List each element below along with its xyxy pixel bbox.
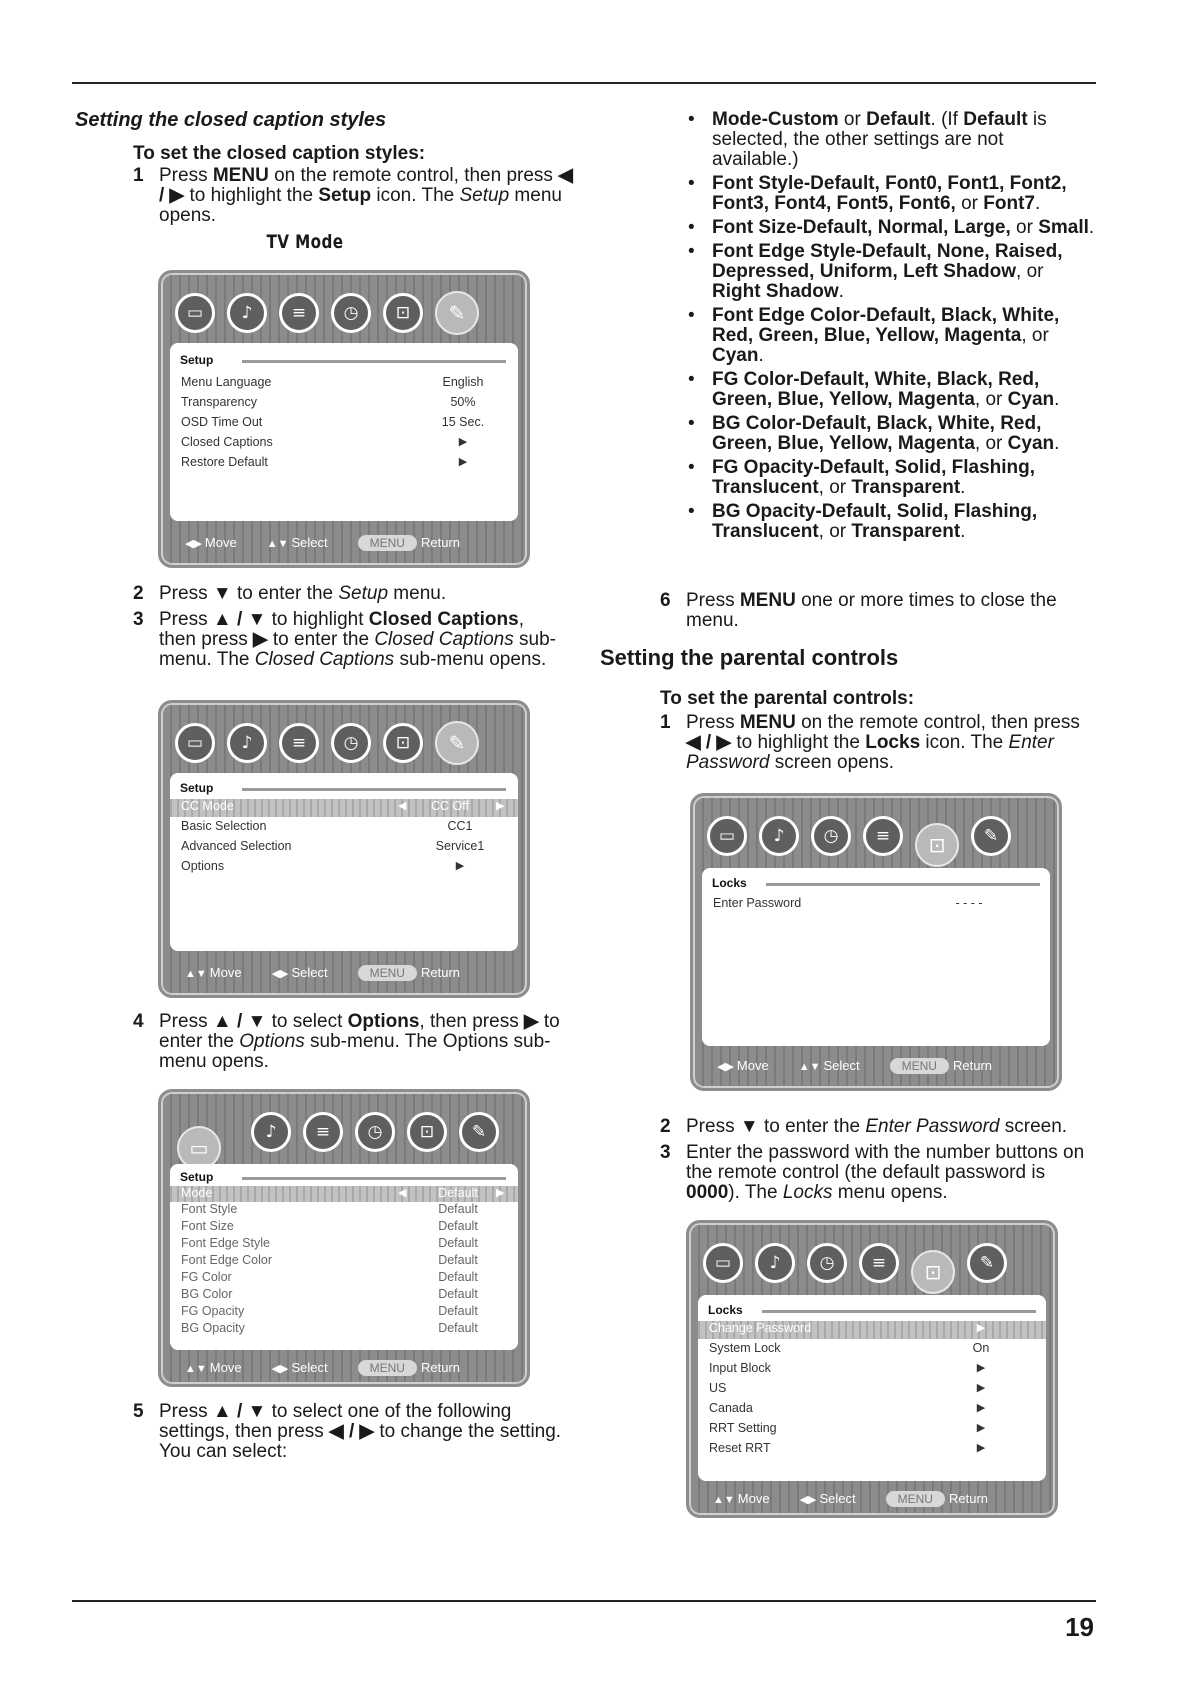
- parental-step-2: 2 Press ▼ to enter the Enter Password screen.: [660, 1116, 1068, 1137]
- right-arrow-icon: ▶: [253, 629, 268, 650]
- menu-row[interactable]: RRT Setting ▶: [709, 1421, 986, 1435]
- audio-icon[interactable]: ♪: [759, 816, 799, 856]
- select-hint: ◀▶ Select: [271, 964, 328, 980]
- left-right-icon: ◀▶: [271, 967, 289, 980]
- left-arrow-icon: ◀: [398, 1187, 407, 1199]
- menu-row[interactable]: FG Opacity Default: [181, 1304, 478, 1318]
- move-hint: ▲▼ Move: [713, 1490, 770, 1506]
- clock-icon[interactable]: ◷: [807, 1243, 847, 1283]
- select-hint: ◀▶ Select: [799, 1490, 856, 1506]
- lock-icon[interactable]: ⊡: [915, 823, 959, 867]
- clock-icon[interactable]: ◷: [331, 293, 371, 333]
- move-hint: ◀▶ Move: [185, 534, 237, 550]
- top-rule: [72, 82, 1096, 84]
- return-hint: MENU Return: [886, 1491, 988, 1506]
- menu-icon-row: [175, 717, 513, 769]
- figure-caption: TV Mode: [266, 231, 344, 253]
- clock-icon[interactable]: ◷: [811, 816, 851, 856]
- right-arrow-icon: ▶: [496, 800, 505, 812]
- right-parental-steps-2-3: [660, 1117, 1100, 1203]
- left-step-5: [133, 1402, 563, 1462]
- title-divider: [762, 1310, 1036, 1313]
- lock-icon[interactable]: ⊡: [407, 1112, 447, 1152]
- title-divider: [242, 788, 506, 791]
- list-item: • Font Size-Default, Normal, Large, or Small.: [680, 218, 1095, 238]
- channel-icon[interactable]: ≡: [859, 1243, 899, 1283]
- page-number: 19: [1065, 1612, 1094, 1642]
- menu-row-highlighted[interactable]: CC Mode ◀ CC Off ▶: [170, 799, 518, 817]
- menu-row[interactable]: Font Size Default: [181, 1219, 478, 1233]
- menu-panel: [170, 773, 518, 951]
- menu-footer: [175, 529, 513, 555]
- picture-icon[interactable]: ▭: [703, 1243, 743, 1283]
- menu-row[interactable]: Font Edge Style Default: [181, 1236, 478, 1250]
- left-step-4: [133, 1012, 573, 1072]
- move-hint: ▲▼ Move: [185, 1359, 242, 1375]
- left-right-icon: ◀▶: [271, 1362, 289, 1375]
- lock-icon[interactable]: ⊡: [383, 723, 423, 763]
- option-list: [680, 110, 1095, 542]
- panel-title: Setup: [180, 353, 214, 367]
- menu-row[interactable]: Input Block ▶: [709, 1361, 986, 1375]
- channel-icon[interactable]: ≡: [303, 1112, 343, 1152]
- tv-menu-locks: [686, 1220, 1058, 1518]
- menu-row[interactable]: System Lock On: [709, 1341, 990, 1355]
- right-parental-step-1: [660, 713, 1090, 773]
- step-5: 5 Press ▲ / ▼ to select one of the following settings, then press ◀ / ▶ to change the setting. You can select:: [133, 1401, 562, 1462]
- audio-icon[interactable]: ♪: [227, 723, 267, 763]
- channel-icon[interactable]: ≡: [863, 816, 903, 856]
- move-hint: ▲▼ Move: [185, 964, 242, 980]
- right-arrow-icon: ▶: [523, 1011, 539, 1032]
- list-item: • Mode-Custom or Default. (If Default is selected, the other settings are not available.): [680, 110, 1095, 170]
- list-item: • FG Opacity-Default, Solid, Flashing, Translucent, or Transparent.: [680, 458, 1095, 498]
- list-item: • BG Color-Default, Black, White, Red, Green, Blue, Yellow, Magenta, or Cyan.: [680, 414, 1095, 454]
- return-hint: MENU Return: [890, 1058, 992, 1073]
- left-right-arrow-icon: ◀ / ▶: [329, 1421, 375, 1442]
- list-item: • Font Edge Color-Default, Black, White, Red, Green, Blue, Yellow, Magenta, or Cyan.: [680, 306, 1095, 366]
- clock-icon[interactable]: ◷: [331, 723, 371, 763]
- menu-row[interactable]: BG Opacity Default: [181, 1321, 478, 1335]
- menu-panel: [170, 1164, 518, 1350]
- right-column: [680, 110, 1095, 546]
- menu-row[interactable]: Advanced Selection Service1: [181, 839, 485, 853]
- panel-title: Setup: [180, 781, 214, 795]
- down-arrow-icon: ▼: [739, 1116, 759, 1137]
- menu-row[interactable]: Canada ▶: [709, 1401, 986, 1415]
- left-right-icon: ◀▶: [185, 537, 202, 550]
- menu-row[interactable]: Menu Language English: [181, 375, 484, 389]
- menu-footer: [703, 1485, 1041, 1511]
- setup-wrench-icon[interactable]: ✎: [971, 816, 1011, 856]
- section-title: Setting the closed caption styles: [75, 109, 387, 131]
- menu-icon-row: [251, 1106, 513, 1158]
- menu-row[interactable]: Restore Default ▶: [181, 455, 468, 469]
- left-right-icon: ◀▶: [717, 1060, 734, 1073]
- tv-menu-options: [158, 1089, 530, 1387]
- tv-menu-enter-password: [690, 793, 1062, 1091]
- audio-icon[interactable]: ♪: [755, 1243, 795, 1283]
- channel-icon[interactable]: ≡: [279, 293, 319, 333]
- menu-row[interactable]: Transparency 50%: [181, 395, 476, 409]
- up-down-icon: ▲▼: [798, 1060, 821, 1073]
- step-2: 2 Press ▼ to enter the Setup menu.: [133, 583, 447, 604]
- menu-row[interactable]: Options ▶: [181, 859, 465, 873]
- parental-controls-subheading: To set the parental controls:: [660, 688, 915, 709]
- menu-row[interactable]: FG Color Default: [181, 1270, 478, 1284]
- bottom-rule: [72, 1600, 1096, 1602]
- parental-step-3: 3 Enter the password with the number buttons on the remote control (the default password is 0000). The Locks menu opens.: [660, 1142, 1085, 1203]
- list-item: • FG Color-Default, White, Black, Red, Green, Blue, Yellow, Magenta, or Cyan.: [680, 370, 1095, 410]
- setup-wrench-icon[interactable]: ✎: [967, 1243, 1007, 1283]
- menu-row-highlighted[interactable]: Mode ◀ Default ▶: [170, 1186, 518, 1202]
- menu-row[interactable]: Font Style Default: [181, 1202, 478, 1216]
- menu-row[interactable]: US ▶: [709, 1381, 986, 1395]
- menu-footer: [175, 1354, 513, 1380]
- menu-row[interactable]: OSD Time Out 15 Sec.: [181, 415, 485, 429]
- menu-panel: [170, 343, 518, 521]
- menu-row[interactable]: Closed Captions ▶: [181, 435, 468, 449]
- step-6: 6 Press MENU one or more times to close the menu.: [660, 590, 1057, 631]
- move-hint: ◀▶ Move: [717, 1057, 769, 1073]
- menu-row-highlighted[interactable]: Change Password ▶: [698, 1321, 1046, 1339]
- picture-icon[interactable]: ▭: [175, 293, 215, 333]
- list-item: • BG Opacity-Default, Solid, Flashing, Translucent, or Transparent.: [680, 502, 1095, 542]
- menu-row[interactable]: Reset RRT ▶: [709, 1441, 986, 1455]
- lock-icon[interactable]: ⊡: [911, 1250, 955, 1294]
- list-item: • Font Edge Style-Default, None, Raised, Depressed, Uniform, Left Shadow, or Right Shadow.: [680, 242, 1095, 302]
- left-steps-2-3: [133, 584, 563, 670]
- parental-controls-heading: Setting the parental controls: [600, 645, 899, 670]
- menu-icon-row: [175, 287, 513, 339]
- channel-icon[interactable]: ≡: [279, 723, 319, 763]
- setup-wrench-icon[interactable]: ✎: [435, 291, 479, 335]
- left-right-icon: ◀▶: [799, 1493, 817, 1506]
- step-4: 4 Press ▲ / ▼ to select Options, then press ▶ to enter the Options sub-menu. The Options sub-menu opens.: [133, 1011, 560, 1072]
- up-down-icon: ▲▼: [185, 1362, 207, 1375]
- audio-icon[interactable]: ♪: [227, 293, 267, 333]
- menu-row[interactable]: BG Color Default: [181, 1287, 478, 1301]
- return-hint: MENU Return: [358, 965, 460, 980]
- title-divider: [242, 360, 506, 363]
- right-arrow-icon: ▶: [496, 1187, 505, 1199]
- title-divider: [242, 1177, 506, 1180]
- arrow-icon: ◀ / ▶: [159, 165, 573, 206]
- setup-wrench-icon[interactable]: ✎: [459, 1112, 499, 1152]
- step-1: 1 Press MENU on the remote control, then press ◀ / ▶ to highlight the Setup icon. The Setup menu opens.: [133, 165, 573, 226]
- menu-icon-row: [707, 810, 1045, 862]
- panel-title: Locks: [712, 876, 747, 890]
- up-down-icon: ▲▼: [185, 967, 207, 980]
- parental-step-1: 1 Press MENU on the remote control, then press ◀ / ▶ to highlight the Locks icon. The Enter Password screen opens.: [660, 712, 1080, 773]
- right-step-6: [660, 591, 1090, 631]
- picture-icon[interactable]: ▭: [175, 723, 215, 763]
- tv-menu-setup: [158, 270, 530, 568]
- up-down-arrow-icon: ▲ / ▼: [212, 1011, 267, 1032]
- step-number: 1: [133, 165, 144, 186]
- up-down-arrow-icon: ▲ / ▼: [212, 609, 267, 630]
- lock-icon[interactable]: ⊡: [383, 293, 423, 333]
- select-hint: ▲▼ Select: [798, 1057, 860, 1073]
- menu-row[interactable]: Font Edge Color Default: [181, 1253, 478, 1267]
- step-3: 3 Press ▲ / ▼ to highlight Closed Captions, then press ▶ to enter the Closed Captions sub-menu. The Closed Captions sub-menu opens.: [133, 609, 556, 670]
- panel-title: Setup: [180, 1170, 214, 1184]
- menu-icon-row: [703, 1237, 1041, 1289]
- picture-icon[interactable]: ▭: [707, 816, 747, 856]
- left-arrow-icon: ◀: [398, 800, 407, 812]
- setup-wrench-icon[interactable]: ✎: [435, 721, 479, 765]
- up-down-arrow-icon: ▲ / ▼: [212, 1401, 267, 1422]
- menu-panel: [698, 1295, 1046, 1481]
- list-item: • Font Style-Default, Font0, Font1, Font2, Font3, Font4, Font5, Font6, or Font7.: [680, 174, 1095, 214]
- menu-footer: [175, 959, 513, 985]
- down-arrow-icon: ▼: [212, 583, 232, 604]
- up-down-icon: ▲▼: [713, 1493, 735, 1506]
- return-hint: MENU Return: [358, 535, 460, 550]
- left-column: [75, 110, 575, 252]
- up-down-icon: ▲▼: [266, 537, 289, 550]
- audio-icon[interactable]: ♪: [251, 1112, 291, 1152]
- password-field[interactable]: Enter Password - - - -: [713, 896, 983, 910]
- menu-row[interactable]: Basic Selection CC1: [181, 819, 473, 833]
- menu-footer: [707, 1052, 1045, 1078]
- select-hint: ▲▼ Select: [266, 534, 328, 550]
- tv-menu-closed-captions: [158, 700, 530, 998]
- left-right-arrow-icon: ◀ / ▶: [686, 732, 732, 753]
- picture-icon[interactable]: ▭: [177, 1126, 221, 1170]
- panel-title: Locks: [708, 1303, 743, 1317]
- return-hint: MENU Return: [358, 1360, 460, 1375]
- menu-panel: [702, 868, 1050, 1046]
- select-hint: ◀▶ Select: [271, 1359, 328, 1375]
- title-divider: [766, 883, 1040, 886]
- subheading: To set the closed caption styles:: [133, 143, 426, 164]
- clock-icon[interactable]: ◷: [355, 1112, 395, 1152]
